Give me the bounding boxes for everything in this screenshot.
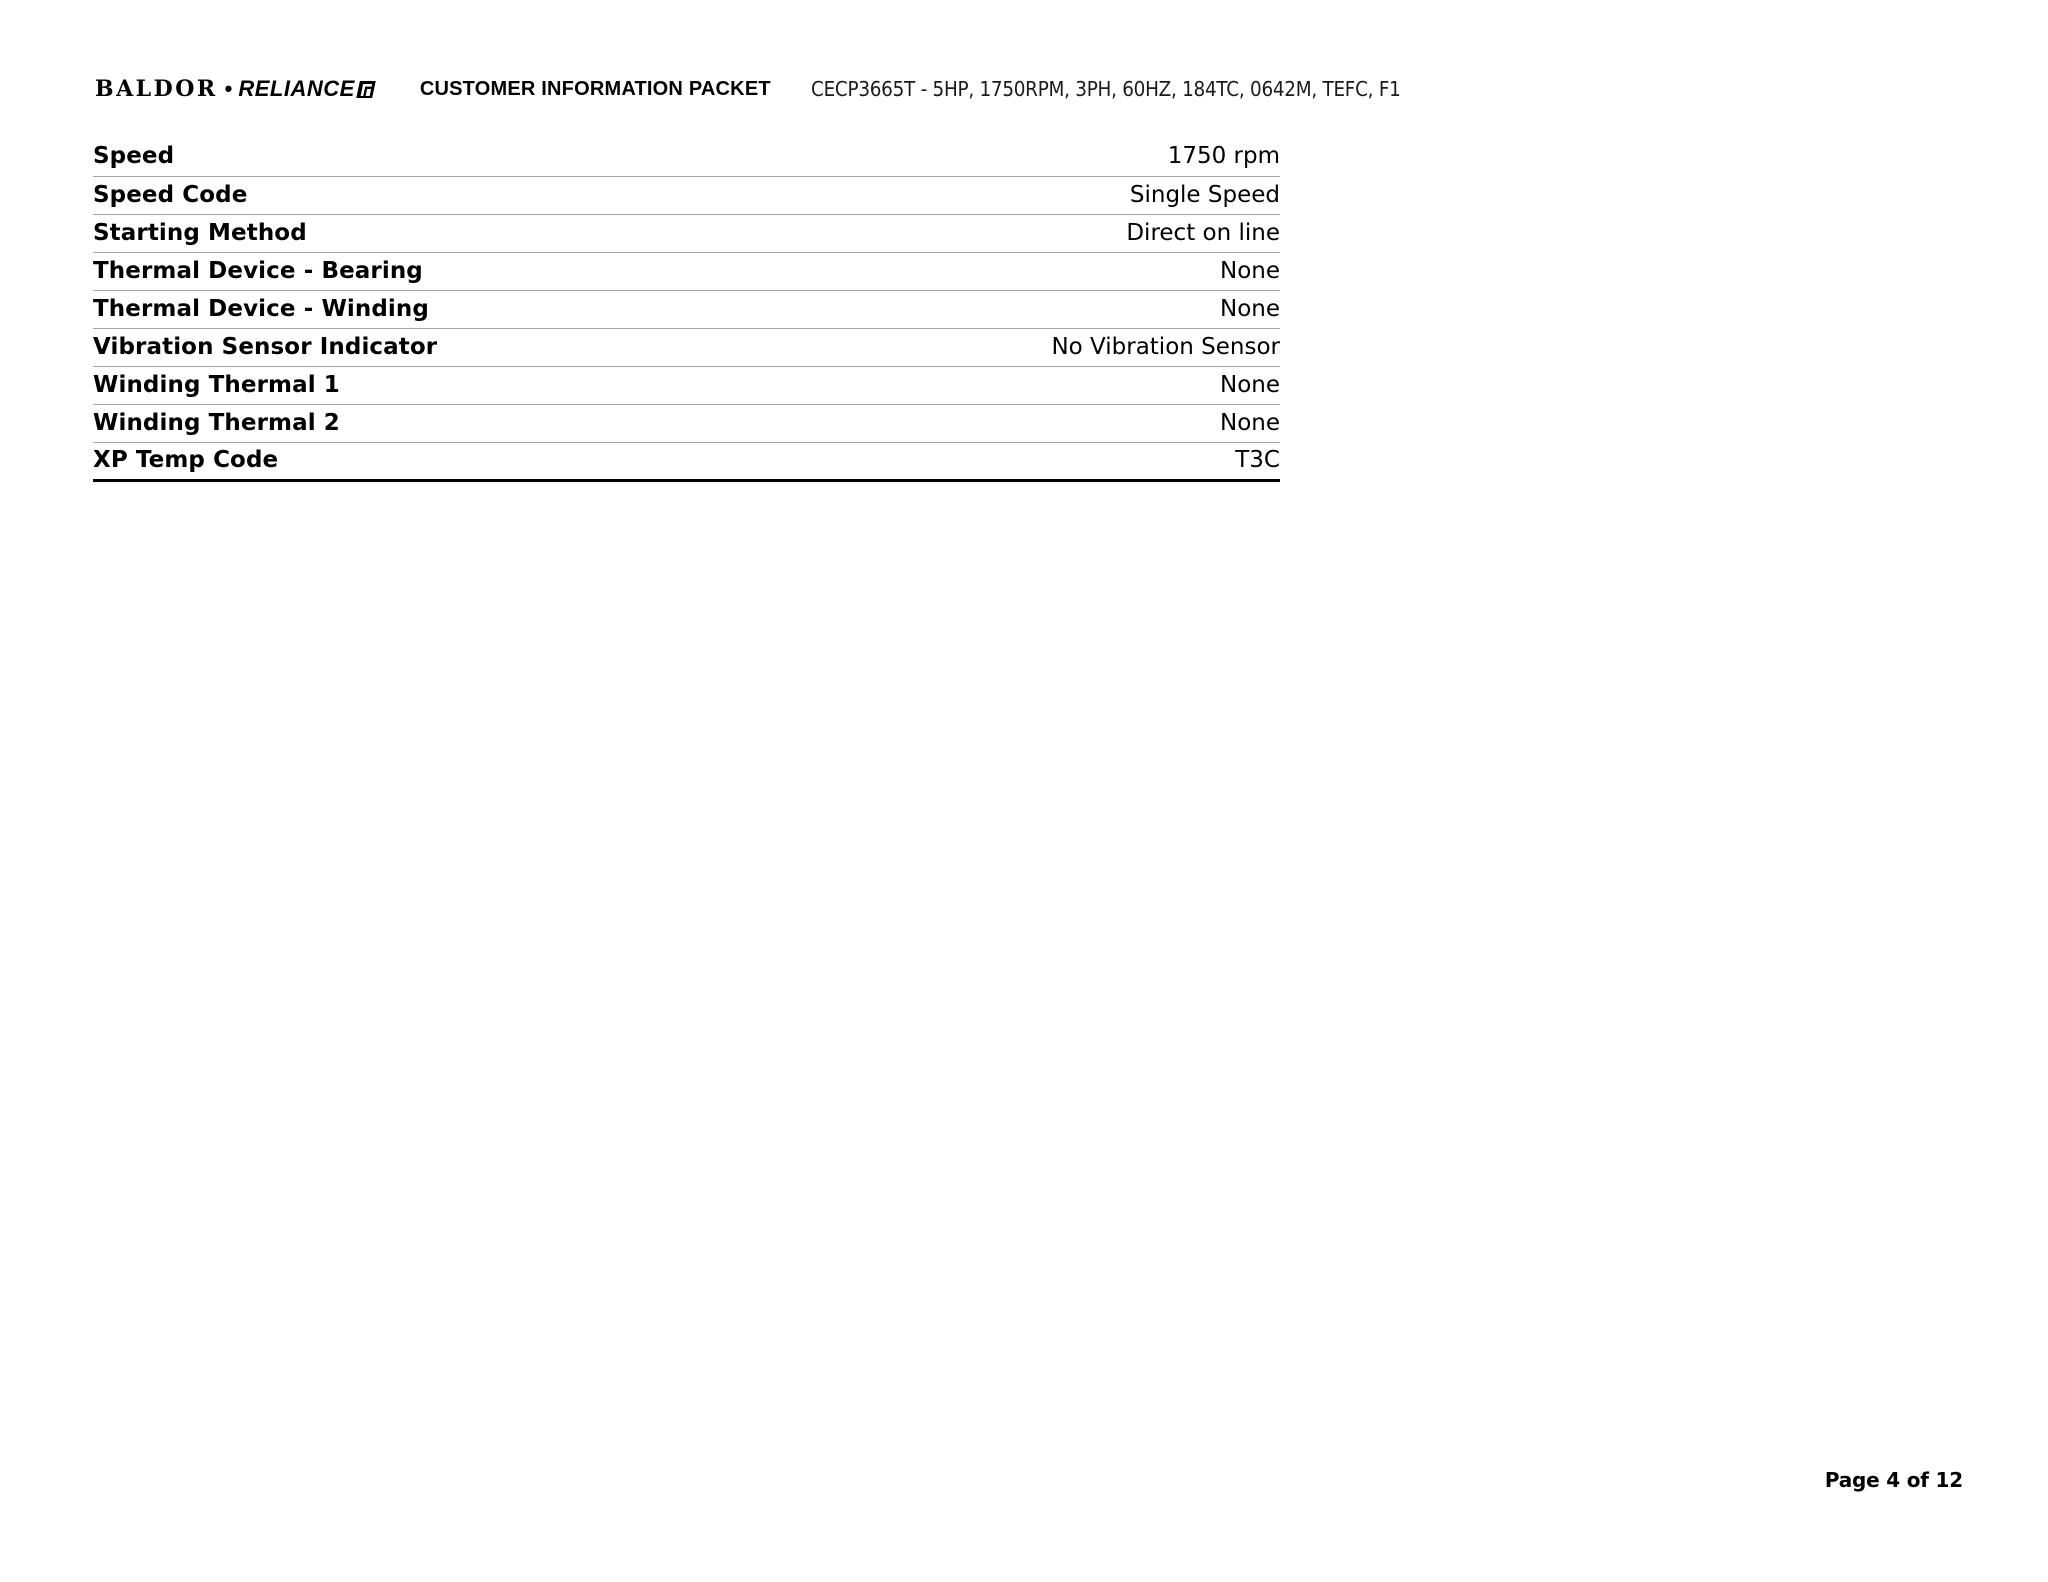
logo-brand-baldor: BALDOR [95,76,218,102]
packet-title: CUSTOMER INFORMATION PACKET [419,77,771,100]
logo-brand-reliance: RELIANCE [238,76,355,101]
document-header [95,72,1452,106]
spec-row [93,214,1280,252]
spec-row [93,290,1280,328]
spec-label: Winding Thermal 1 [93,371,340,398]
spec-table [93,138,1280,482]
spec-row [93,366,1280,404]
spec-label: Vibration Sensor Indicator [93,333,438,360]
logo-separator-dot: • [224,76,233,101]
spec-label: Thermal Device - Bearing [93,257,423,284]
spec-row [93,252,1280,290]
spec-label: Speed [93,143,175,170]
spec-value: None [1219,409,1280,436]
spec-value: None [1219,257,1280,284]
spec-label: XP Temp Code [93,447,279,473]
spec-value: Single Speed [1129,181,1280,208]
spec-row [93,404,1280,442]
baldor-r-mark-icon [356,81,376,98]
model-description: CECP3665T - 5HP, 1750RPM, 3PH, 60HZ, 184TC, 0642M, TEFC, F1 [810,77,1401,101]
page-number: Page 4 of 12 [1824,1468,1963,1492]
spec-value: None [1219,371,1280,398]
spec-value: 1750 rpm [1167,143,1280,170]
spec-row [93,176,1280,214]
spec-row [93,138,1280,176]
baldor-reliance-logo [95,78,374,100]
spec-value: No Vibration Sensor [1051,333,1280,360]
spec-label: Speed Code [93,181,248,208]
spec-label: Winding Thermal 2 [93,409,340,436]
spec-table-body [93,138,1280,480]
spec-row [93,442,1280,480]
spec-row [93,328,1280,366]
spec-value: T3C [1235,447,1280,473]
spec-label: Starting Method [93,219,307,246]
spec-value: None [1219,295,1280,322]
spec-label: Thermal Device - Winding [93,295,429,322]
spec-value: Direct on line [1126,219,1280,246]
